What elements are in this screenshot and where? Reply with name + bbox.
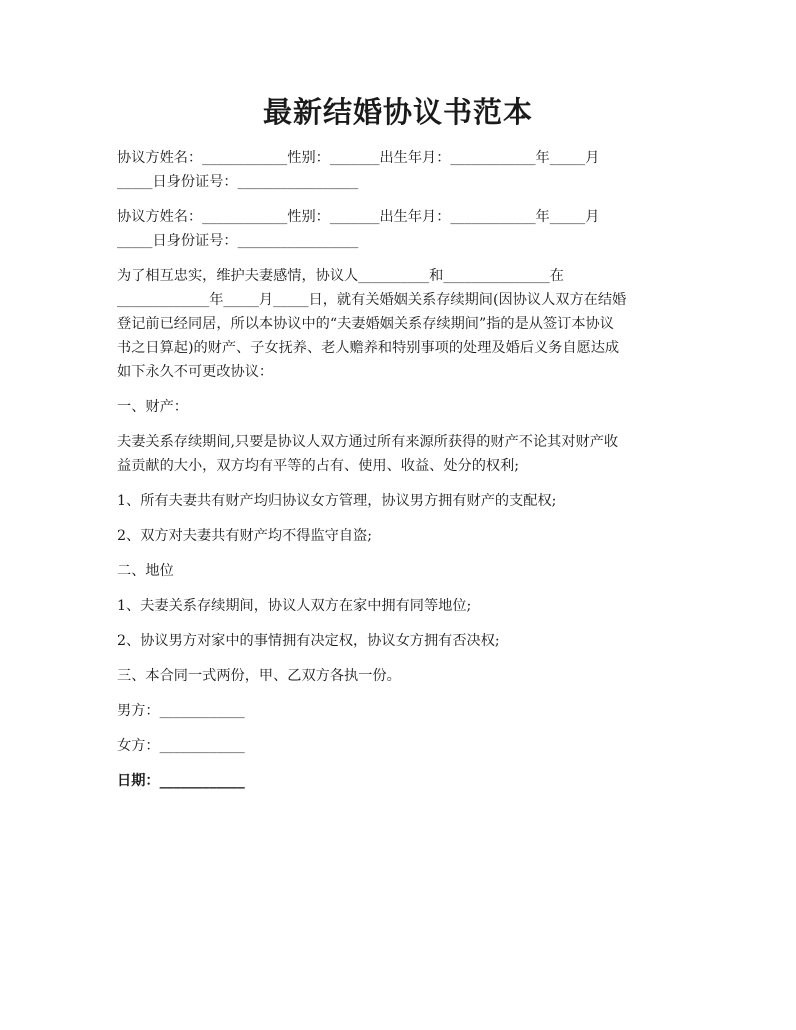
- section2-heading-text: 二、地位: [117, 563, 174, 579]
- preamble-line5: 如下永久不可更改协议：: [117, 364, 274, 380]
- section1-intro: [117, 430, 685, 478]
- signature-wife: [117, 734, 685, 758]
- signature-date-text: 日期：____________: [117, 773, 245, 789]
- document-title: 最新结婚协议书范本: [262, 95, 533, 129]
- section2-item2-text: 2、协议男方对家中的事情拥有决定权，协议女方拥有否决权;: [117, 633, 500, 649]
- section2-item1: [117, 594, 685, 618]
- section2-item2: [117, 629, 685, 653]
- preamble-line4: 书之日算起)的财产、子女抚养、老人赡养和特别事项的处理及婚后义务自愿达成: [117, 340, 620, 356]
- preamble-line3: 登记前已经同居，所以本协议中的“夫妻婚姻关系存续期间”指的是从签订本协议: [117, 316, 614, 332]
- party2-line1: 协议方姓名：____________性别：_______出生年月：____________年_____月: [117, 209, 600, 225]
- section1-intro-line2: 益贡献的大小，双方均有平等的占有、使用、收益、处分的权利;: [117, 458, 520, 474]
- party1-info: [117, 146, 685, 194]
- section1-intro-line1: 夫妻关系存续期间,只要是协议人双方通过所有来源所获得的财产不论其对财产收: [117, 434, 619, 450]
- section1-heading: [117, 395, 685, 419]
- signature-husband: [117, 699, 685, 723]
- preamble-line1: 为了相互忠实，维护夫妻感情，协议人__________和_______________在: [117, 268, 564, 284]
- preamble-line2: _____________年_____月_____日，就有关婚姻关系存续期间(因协议人双方在结婚: [117, 292, 627, 308]
- section1-item2-text: 2、双方对夫妻共有财产均不得监守自盗;: [117, 528, 372, 544]
- section3-text: 三、本合同一式两份，甲、乙双方各执一份。: [117, 668, 401, 684]
- signature-husband-text: 男方：____________: [117, 703, 245, 719]
- section2-heading: [117, 559, 685, 583]
- preamble: [117, 264, 685, 384]
- document-body: [117, 146, 685, 804]
- signature-date: [117, 769, 685, 793]
- section1-heading-text: 一、财产：: [117, 399, 188, 415]
- signature-wife-text: 女方：____________: [117, 738, 245, 754]
- party1-line1: 协议方姓名：____________性别：_______出生年月：____________年_____月: [117, 150, 600, 166]
- party1-line2: _____日身份证号：_________________: [117, 174, 359, 190]
- section1-item2: [117, 524, 685, 548]
- party2-line2: _____日身份证号：_________________: [117, 233, 359, 249]
- section2-item1-text: 1、夫妻关系存续期间，协议人双方在家中拥有同等地位;: [117, 598, 472, 614]
- section1-item1: [117, 489, 685, 513]
- section1-item1-text: 1、所有夫妻共有财产均归协议女方管理，协议男方拥有财产的支配权;: [117, 493, 557, 509]
- party2-info: [117, 205, 685, 253]
- section3: [117, 664, 685, 688]
